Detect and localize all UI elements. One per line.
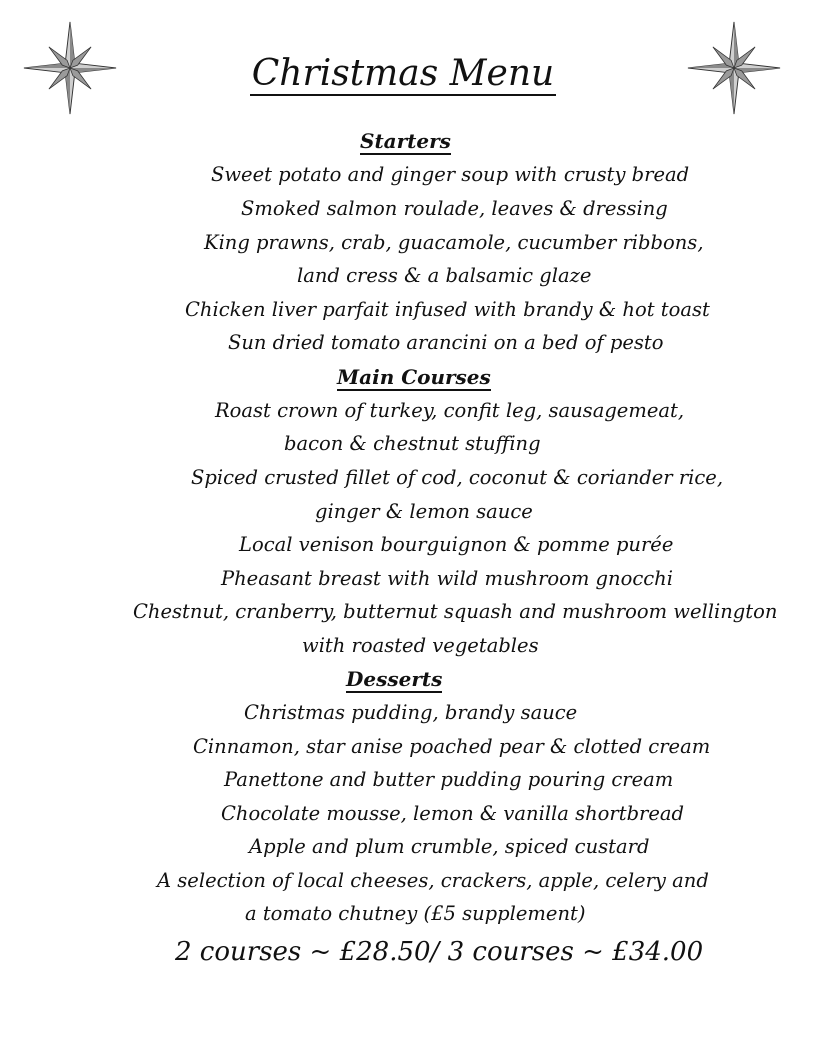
mains-heading-block xyxy=(0,362,816,392)
desserts-heading-block xyxy=(0,664,816,694)
starters-heading: Starters xyxy=(360,129,451,153)
dessert-item: Cinnamon, star anise poached pear & clotted cream xyxy=(193,735,711,758)
dessert-item: Chocolate mousse, lemon & vanilla shortbread xyxy=(221,802,685,825)
starters-heading-block xyxy=(0,126,816,156)
dessert-item: A selection of local cheeses, crackers, apple, celery and xyxy=(157,869,709,892)
menu-title: Christmas Menu xyxy=(251,53,555,94)
starter-item: Chicken liver parfait infused with brandy & hot toast xyxy=(185,298,710,321)
dessert-item: Christmas pudding, brandy sauce xyxy=(244,701,578,724)
main-item: Pheasant breast with wild mushroom gnocchi xyxy=(221,567,673,590)
main-item: Spiced crusted fillet of cod, coconut & coriander rice, xyxy=(191,466,724,489)
dessert-item-continued: a tomato chutney (£5 supplement) xyxy=(245,902,586,925)
starter-item: King prawns, crab, guacamole, cucumber ribbons, xyxy=(204,231,704,254)
dessert-item: Panettone and butter pudding pouring cream xyxy=(224,768,674,791)
starter-item: Smoked salmon roulade, leaves & dressing xyxy=(241,197,668,220)
starter-item: Sun dried tomato arancini on a bed of pesto xyxy=(228,331,664,354)
dessert-item: Apple and plum crumble, spiced custard xyxy=(249,835,650,858)
main-item: Roast crown of turkey, confit leg, sausagemeat, xyxy=(215,399,685,422)
starter-item-continued: land cress & a balsamic glaze xyxy=(297,264,592,287)
main-item: Local venison bourguignon & pomme purée xyxy=(239,533,674,556)
price-line: 2 courses ~ £28.50/ 3 courses ~ £34.00 xyxy=(175,937,704,967)
main-item-continued: with roasted vegetables xyxy=(302,634,539,657)
starter-item: Sweet potato and ginger soup with crusty bread xyxy=(211,163,690,186)
mains-heading: Main Courses xyxy=(337,365,491,389)
menu-title-block xyxy=(0,48,806,100)
main-item-continued: bacon & chestnut stuffing xyxy=(284,432,541,455)
desserts-heading: Desserts xyxy=(346,667,443,691)
main-item-continued: ginger & lemon sauce xyxy=(315,500,533,523)
main-item: Chestnut, cranberry, butternut squash and mushroom wellington xyxy=(133,600,778,623)
